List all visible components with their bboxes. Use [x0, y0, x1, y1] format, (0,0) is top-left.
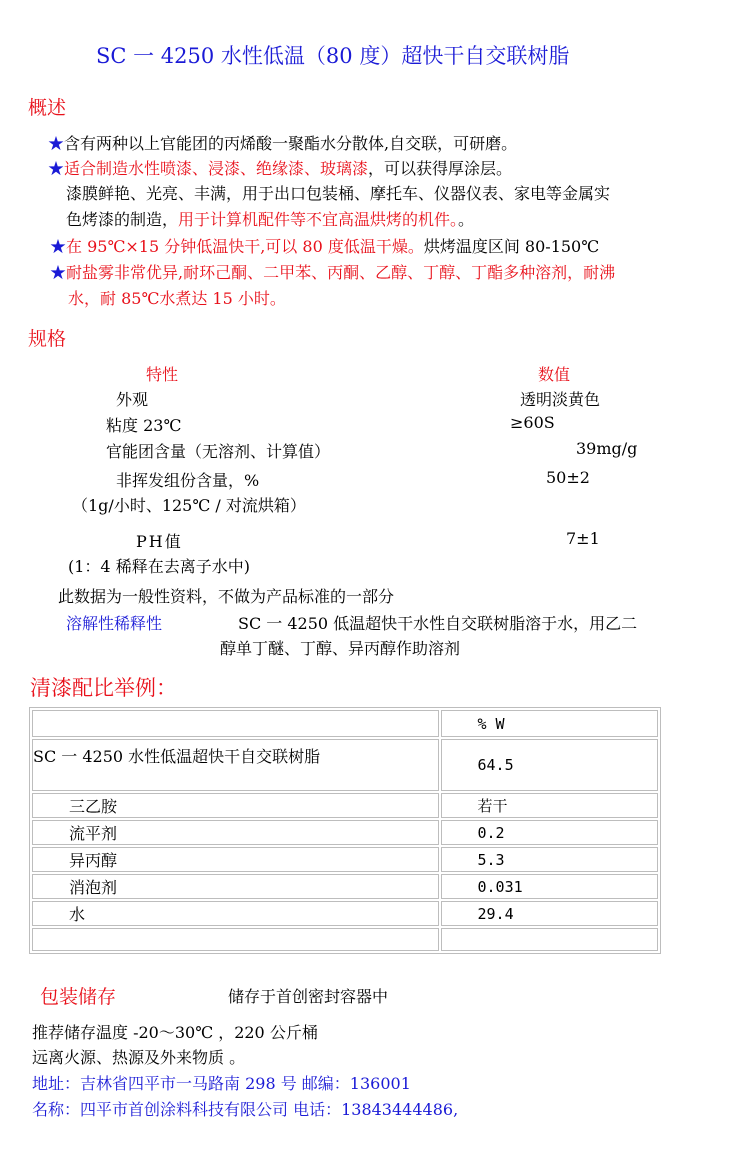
page-title: SC 一 4250 水性低温（80 度）超快干自交联树脂: [96, 44, 570, 68]
bullet-2-line3: [66, 207, 474, 230]
bullet-2-black: ，可以获得厚涂层。: [368, 159, 513, 178]
recipe-heading: 清漆配比举例：: [30, 676, 177, 700]
table-cell: 若干: [441, 793, 659, 818]
spec-value: 透明淡黄色: [520, 390, 601, 409]
spec-note: (1：4 稀释在去离子水中): [68, 557, 250, 576]
spec-value: 39mg/g: [576, 439, 638, 458]
bullet-1-text: 含有两种以上官能团的丙烯酸一聚酯水分散体,自交联，可研磨。: [64, 134, 518, 153]
table-cell: % W: [441, 710, 659, 737]
bullet-1: [48, 131, 517, 154]
bullet-2: [48, 156, 512, 179]
solubility-line1: SC 一 4250 低温超快干水性自交联树脂溶于水，用乙二: [238, 614, 638, 633]
col-property: 特性: [146, 365, 179, 384]
table-cell: 三乙胺: [32, 793, 439, 818]
storage-text: 储存于首创密封容器中: [228, 987, 389, 1006]
table-cell: 64.5: [441, 739, 659, 791]
table-cell: 0.2: [441, 820, 659, 845]
spec-name: 非挥发组份含量，%: [116, 471, 260, 490]
spec-note: （1g/小时、125℃ / 对流烘箱）: [72, 496, 306, 515]
contact-address: 地址：吉林省四平市一马路南 298 号 邮编：136001: [32, 1074, 411, 1093]
table-cell: 5.3: [441, 847, 659, 872]
bullet-2-line3-red: 用于计算机配件等不宜高温烘烤的机件。: [178, 210, 459, 229]
bullet-4-line2: 水，耐 85℃水煮达 15 小时。: [68, 289, 286, 308]
specs-heading: 规格: [28, 328, 67, 350]
star-icon: ★: [48, 159, 65, 178]
star-icon: ★: [48, 134, 65, 153]
table-cell: 流平剂: [32, 820, 439, 845]
spec-value: 7±1: [566, 529, 600, 548]
table-row: [32, 901, 658, 926]
contact-name: 名称：四平市首创涂料科技有限公司 电话：13843444486,: [32, 1100, 459, 1119]
table-cell: 29.4: [441, 901, 659, 926]
recipe-table: [29, 707, 661, 954]
bullet-2-red: 适合制造水性喷漆、浸漆、绝缘漆、玻璃漆: [64, 159, 369, 178]
bullet-3-black: 烘烤温度区间 80-150℃: [423, 237, 600, 256]
table-row: [32, 820, 658, 845]
spec-name: PH值: [136, 532, 183, 551]
star-icon: ★: [50, 237, 67, 256]
col-value: 数值: [538, 365, 571, 384]
table-cell: [32, 710, 439, 737]
bullet-4: [50, 260, 615, 283]
table-cell: SC 一 4250 水性低温超快干自交联树脂: [32, 739, 439, 791]
bullet-2-line3-b: 。: [458, 210, 475, 229]
table-row: [32, 710, 658, 737]
solubility-label: 溶解性稀释性: [66, 614, 163, 633]
solubility-line2: 醇单丁醚、丁醇、异丙醇作助溶剂: [220, 639, 461, 658]
storage-heading: 包装储存: [40, 986, 117, 1008]
bullet-2-line2: 漆膜鲜艳、光亮、丰满，用于出口包装桶、摩托车、仪器仪表、家电等金属实: [66, 184, 611, 203]
bullet-3-red: 在 95℃×15 分钟低温快干,可以 80 度低温干燥。: [66, 237, 424, 256]
table-row: [32, 739, 658, 791]
table-cell: 0.031: [441, 874, 659, 899]
storage-line1: 推荐储存温度 -20～30℃ ，220 公斤桶: [32, 1023, 318, 1042]
overview-heading: 概述: [28, 97, 67, 119]
table-row: [32, 847, 658, 872]
bullet-4-line1: 耐盐雾非常优异,耐环己酮、二甲苯、丙酮、乙醇、丁醇、丁酯多种溶剂，耐沸: [66, 263, 616, 282]
star-icon: ★: [50, 263, 67, 282]
spec-value: ≥60S: [510, 413, 555, 432]
table-row: [32, 874, 658, 899]
spec-name: 官能团含量（无溶剂、计算值）: [106, 442, 331, 461]
table-row: [32, 793, 658, 818]
table-cell: [441, 928, 659, 951]
bullet-3: [50, 234, 599, 257]
table-cell: 异丙醇: [32, 847, 439, 872]
table-cell: 消泡剂: [32, 874, 439, 899]
bullet-2-line3-a: 色烤漆的制造，: [66, 210, 179, 229]
table-row: [32, 928, 658, 951]
table-cell: 水: [32, 901, 439, 926]
spec-name: 外观: [116, 390, 149, 409]
storage-line2: 远离火源、热源及外来物质 。: [32, 1048, 246, 1067]
disclaimer: 此数据为一般性资料，不做为产品标准的一部分: [58, 587, 395, 606]
spec-name: 粘度 23℃: [106, 416, 182, 435]
spec-value: 50±2: [546, 468, 590, 487]
table-cell: [32, 928, 439, 951]
